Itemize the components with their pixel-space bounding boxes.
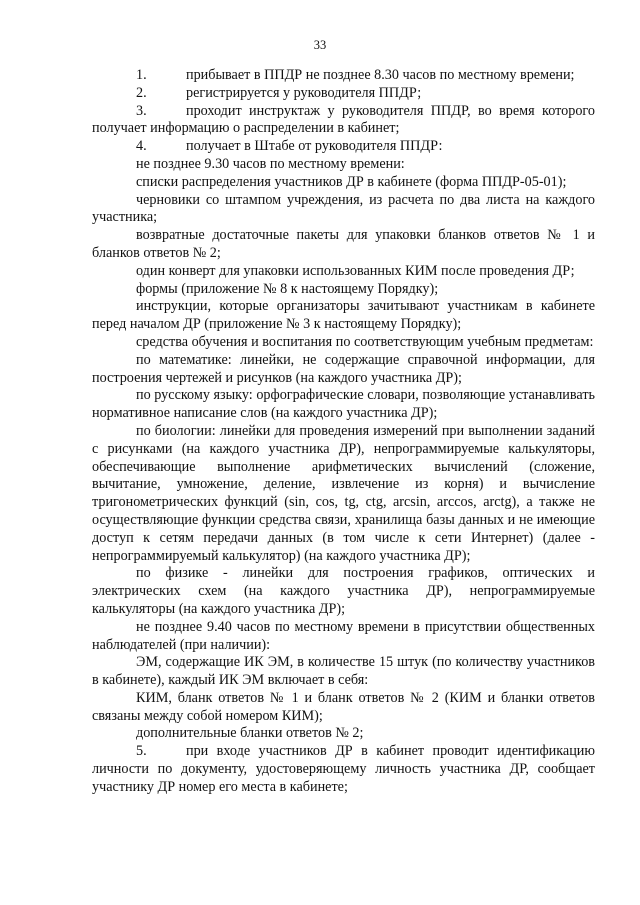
item-number: 2. xyxy=(136,84,147,101)
document-body xyxy=(92,67,595,797)
paragraph-extra-forms: дополнительные бланки ответов № 2; xyxy=(136,725,364,742)
item-number: 4. xyxy=(136,138,147,155)
paragraph-5: 5. при входе участников ДР в кабинет проводит идентификацию личности по документу, удостоверяющему личность участника ДР, сообщает участнику ДР номер его места в кабинете; xyxy=(92,743,595,795)
paragraph-1: 1. прибывает в ППДР не позднее 8.30 часов по местному времени; xyxy=(136,67,575,83)
item-number: 1. xyxy=(136,67,147,83)
item-number: 5. xyxy=(136,743,147,760)
paragraph-em: ЭМ, содержащие ИК ЭМ, в количестве 15 штук (по количеству участников в кабинете), каждый ИК ЭМ включает в себя: xyxy=(92,654,595,689)
page-number: 33 xyxy=(313,38,327,52)
paragraph-4: 4. получает в Штабе от руководителя ППДР: xyxy=(136,138,443,155)
paragraph-math: по математике: линейки, не содержащие справочной информации, для построения чертежей и рисунков (на каждого участника ДР); xyxy=(92,351,595,386)
paragraph-forms: формы (приложение № 8 к настоящему Порядку); xyxy=(136,280,439,297)
item-number: 3. xyxy=(136,102,147,119)
paragraph-biology: по биологии: линейки для проведения измерений при выполнении заданий с рисунками (на каждого участника ДР), непрограммируемые калькуляторы, обеспечивающие выполнение арифметических вычислений (сложение, вычитание, умножение, деление, извлечение из корня) и вычисление тригонометрических функций (sin, cos, tg, ctg, arcsin, arccos, arctg), а также не осуществляющие функции средства связи, хранилища базы данных и не имеющие доступ к сетям передачи данных (в том числе к сети Интернет) (далее - непрограммируемый калькулятор) (на каждого участника ДР); xyxy=(92,422,595,564)
paragraph-packages: возвратные достаточные пакеты для упаковки бланков ответов № 1 и бланков ответов № 2; xyxy=(92,227,595,261)
paragraph-3: 3. проходит инструктаж у руководителя ППДР, во время которого получает информацию о распределении в кабинет; xyxy=(92,102,595,137)
paragraph-teaching-aids: средства обучения и воспитания по соответствующим учебным предметам: xyxy=(136,333,594,350)
paragraph-deadline-940: не позднее 9.40 часов по местному времени в присутствии общественных наблюдателей (при наличии): xyxy=(92,618,595,653)
paragraph-drafts: черновики со штампом учреждения, из расчета по два листа на каждого участника; xyxy=(92,191,595,226)
paragraph-russian: по русскому языку: орфографические словари, позволяющие устанавливать нормативное написание слов (на каждого участника ДР); xyxy=(92,387,595,422)
paragraph-physics: по физике - линейки для построения графиков, оптических и электрических схем (на каждого участника ДР), непрограммируемые калькуляторы (на каждого участника ДР); xyxy=(92,565,595,617)
paragraph-envelope: один конверт для упаковки использованных КИМ после проведения ДР; xyxy=(136,262,575,279)
paragraph-lists: списки распределения участников ДР в кабинете (форма ППДР-05-01); xyxy=(136,173,567,190)
paragraph-deadline-930: не позднее 9.30 часов по местному времени: xyxy=(136,155,405,172)
paragraph-2: 2. регистрируется у руководителя ППДР; xyxy=(136,84,422,101)
paragraph-instructions: инструкции, которые организаторы зачитывают участникам в кабинете перед началом ДР (приложение № 3 к настоящему Порядку); xyxy=(92,298,595,333)
paragraph-kim: КИМ, бланк ответов № 1 и бланк ответов № 2 (КИМ и бланки ответов связаны между собой номером КИМ); xyxy=(92,689,595,724)
